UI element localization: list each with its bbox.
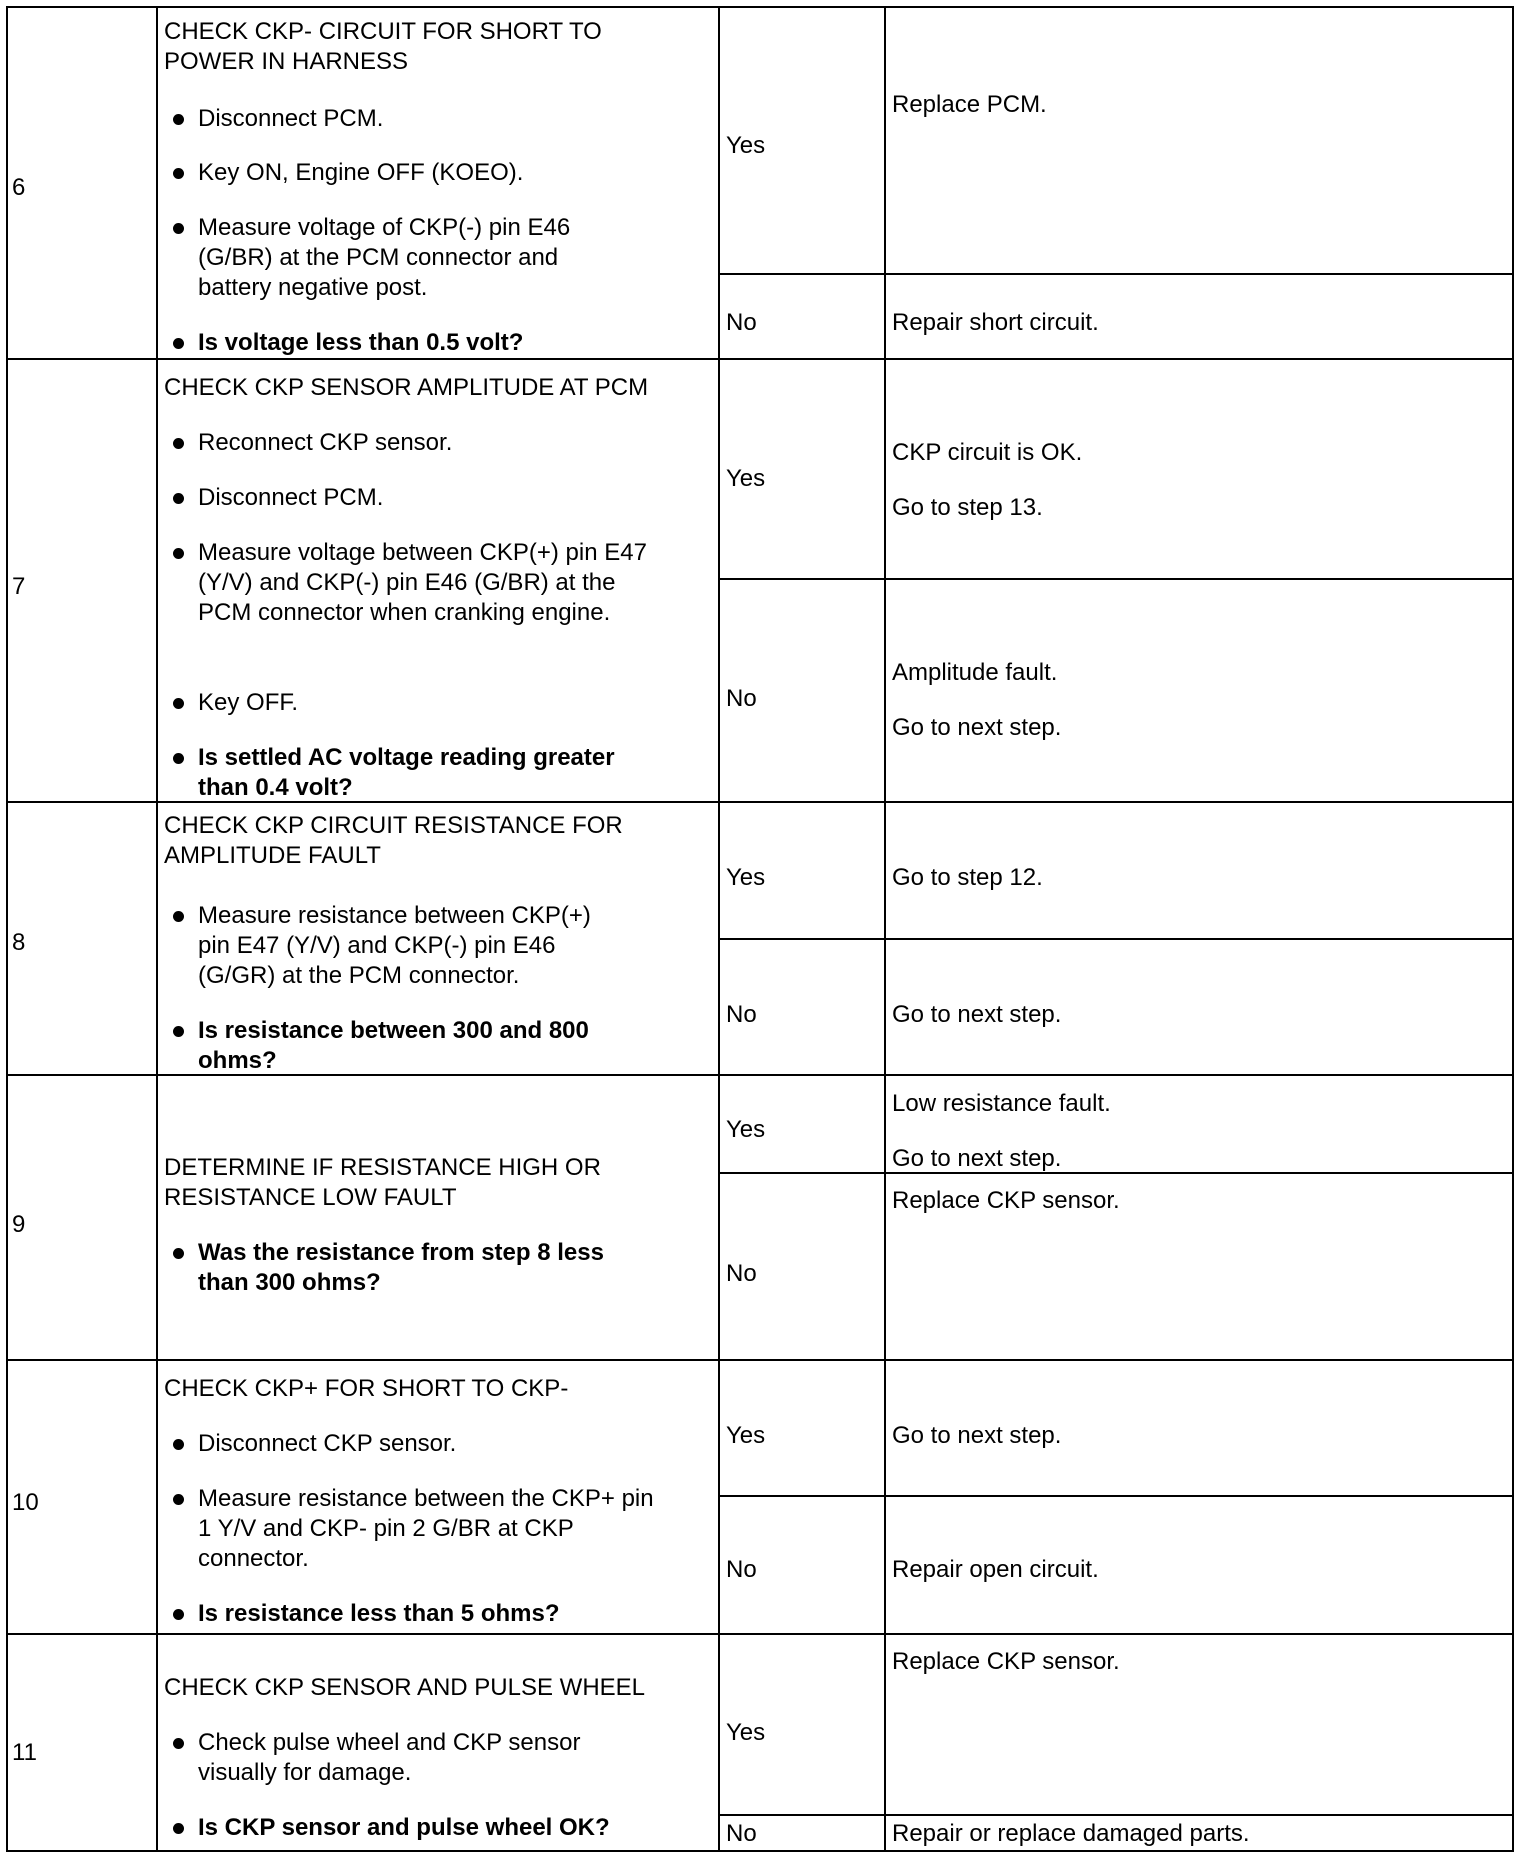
column-divider-2 xyxy=(718,8,720,1850)
yes-action: Replace CKP sensor. xyxy=(892,1648,1120,1675)
answer-divider xyxy=(718,938,1512,940)
no-action: Repair short circuit. xyxy=(892,309,1099,336)
step-bullet: Reconnect CKP sensor. xyxy=(198,428,708,458)
step-question: Is resistance less than 5 ohms? xyxy=(198,1599,708,1629)
column-divider-3 xyxy=(884,8,886,1850)
yes-label: Yes xyxy=(726,1116,766,1143)
step-bullet: Measure resistance between CKP(+) pin E47 (Y/V) and CKP(-) pin E46 (G/GR) at the PCM connector. xyxy=(198,901,628,991)
yes-label: Yes xyxy=(726,1422,766,1449)
step-question: Is voltage less than 0.5 volt? xyxy=(198,328,708,358)
step-bullet: Key OFF. xyxy=(198,688,708,718)
no-label: No xyxy=(726,1260,757,1287)
step-bullet: Disconnect PCM. xyxy=(198,104,708,134)
step-title: CHECK CKP SENSOR AND PULSE WHEEL xyxy=(164,1674,646,1701)
no-action: Amplitude fault. xyxy=(892,659,1058,686)
yes-action: Go to step 13. xyxy=(892,494,1043,521)
step-bullet: Disconnect PCM. xyxy=(198,483,708,513)
no-action: Go to next step. xyxy=(892,714,1062,741)
step-number: 11 xyxy=(12,1739,37,1766)
step-bullet: Disconnect CKP sensor. xyxy=(198,1429,708,1459)
column-divider-1 xyxy=(156,8,158,1850)
step-bullet: Measure voltage of CKP(-) pin E46 (G/BR) at the PCM connector and battery negative post. xyxy=(198,213,618,303)
yes-label: Yes xyxy=(726,1719,766,1746)
step-question: Is CKP sensor and pulse wheel OK? xyxy=(198,1813,708,1843)
no-label: No xyxy=(726,685,757,712)
step-question: Was the resistance from step 8 less than 300 ohms? xyxy=(198,1238,638,1298)
step-title: CHECK CKP- CIRCUIT FOR SHORT TO POWER IN HARNESS xyxy=(164,18,602,75)
no-label: No xyxy=(726,1001,757,1028)
no-action: Go to next step. xyxy=(892,1001,1062,1028)
step-bullet: Measure voltage between CKP(+) pin E47 (Y/V) and CKP(-) pin E46 (G/BR) at the PCM connector when cranking engine. xyxy=(198,538,658,628)
no-action: Repair or replace damaged parts. xyxy=(892,1820,1250,1847)
step-title: DETERMINE IF RESISTANCE HIGH OR RESISTANCE LOW FAULT xyxy=(164,1154,601,1211)
yes-action: Go to step 12. xyxy=(892,864,1043,891)
row-divider xyxy=(8,1633,1512,1635)
step-question: Is settled AC voltage reading greater than 0.4 volt? xyxy=(198,743,658,803)
no-action: Replace CKP sensor. xyxy=(892,1187,1120,1214)
diagnostic-table xyxy=(6,6,1514,1852)
yes-action: Go to next step. xyxy=(892,1145,1062,1172)
step-number: 9 xyxy=(12,1211,26,1238)
yes-action: Replace PCM. xyxy=(892,91,1047,118)
step-number: 8 xyxy=(12,929,26,956)
yes-label: Yes xyxy=(726,132,766,159)
step-question: Is resistance between 300 and 800 ohms? xyxy=(198,1016,628,1076)
step-number: 6 xyxy=(12,174,26,201)
step-bullet: Measure resistance between the CKP+ pin 1 Y/V and CKP- pin 2 G/BR at CKP connector. xyxy=(198,1484,658,1574)
row-divider xyxy=(8,358,1512,360)
step-number: 7 xyxy=(12,573,26,600)
row-divider xyxy=(8,1359,1512,1361)
no-label: No xyxy=(726,1820,757,1847)
answer-divider xyxy=(718,1814,1512,1816)
step-bullet: Key ON, Engine OFF (KOEO). xyxy=(198,158,708,188)
step-number: 10 xyxy=(12,1489,39,1516)
no-action: Repair open circuit. xyxy=(892,1556,1099,1583)
yes-label: Yes xyxy=(726,465,766,492)
yes-action: CKP circuit is OK. xyxy=(892,439,1083,466)
answer-divider xyxy=(718,1495,1512,1497)
yes-label: Yes xyxy=(726,864,766,891)
yes-action: Low resistance fault. xyxy=(892,1090,1111,1117)
answer-divider xyxy=(718,273,1512,275)
yes-action: Go to next step. xyxy=(892,1422,1062,1449)
step-title: CHECK CKP+ FOR SHORT TO CKP- xyxy=(164,1375,569,1402)
step-title: CHECK CKP SENSOR AMPLITUDE AT PCM xyxy=(164,374,649,401)
step-bullet: Check pulse wheel and CKP sensor visually for damage. xyxy=(198,1728,628,1788)
no-label: No xyxy=(726,1556,757,1583)
answer-divider xyxy=(718,578,1512,580)
no-label: No xyxy=(726,309,757,336)
step-title: CHECK CKP CIRCUIT RESISTANCE FOR AMPLITUDE FAULT xyxy=(164,812,623,869)
